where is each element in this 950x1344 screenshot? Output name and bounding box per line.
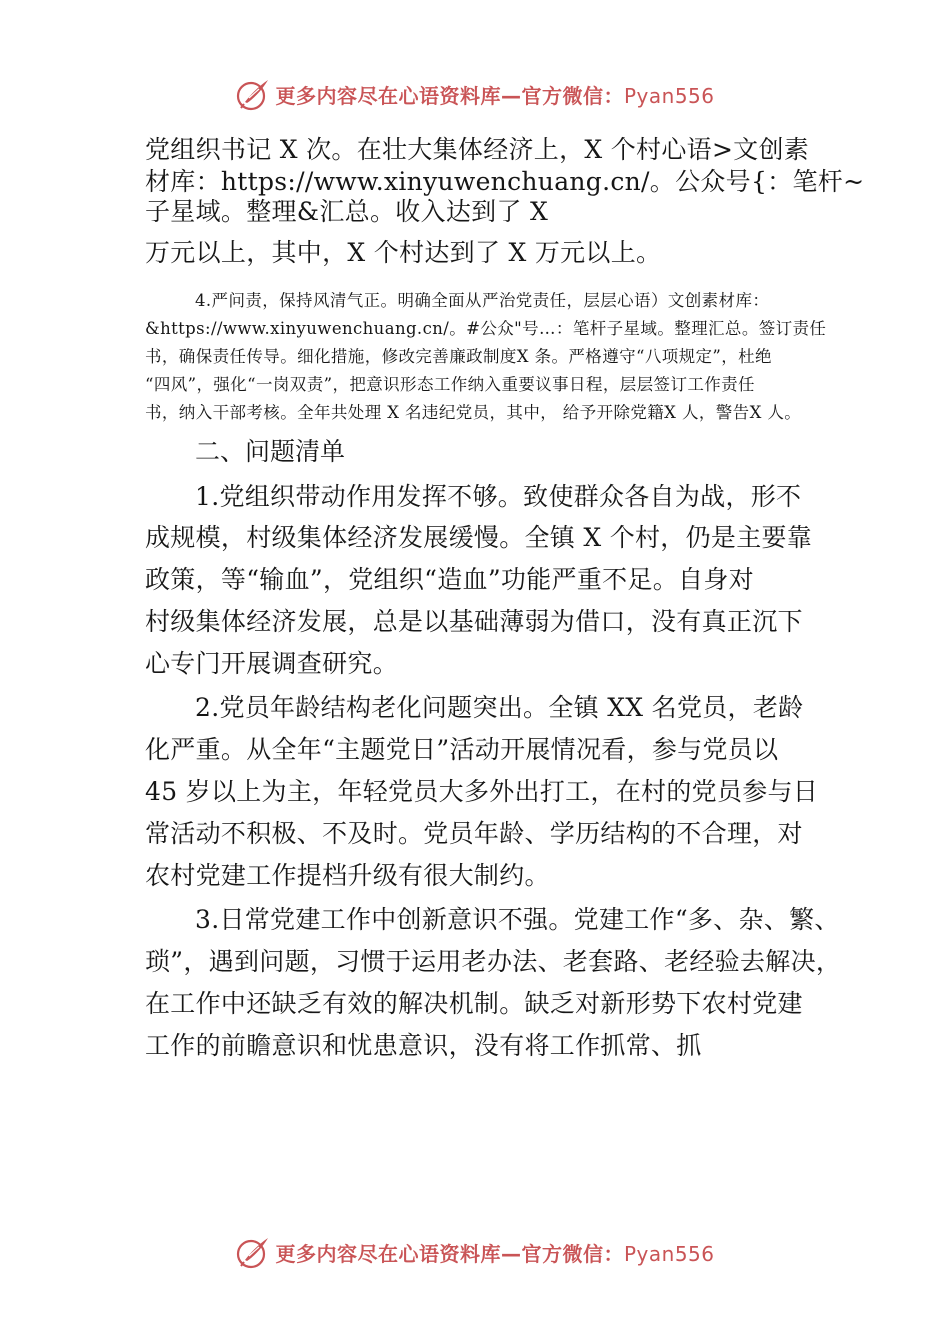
text-line: 琐”，遇到问题，习惯于运用老办法、老套路、老经验去解决， [145, 947, 842, 976]
header-watermark [0, 74, 950, 114]
text-line: 化严重。从全年“主题党日”活动开展情况看，参与党员以 [145, 735, 779, 764]
text-line: 农村党建工作提档升级有很大制约。 [145, 861, 550, 890]
footer-watermark [0, 1232, 950, 1272]
text-line: 在工作中还缺乏有效的解决机制。缺乏对新形势下农村党建 [145, 989, 803, 1018]
text-line: 村级集体经济发展，总是以基础薄弱为借口，没有真正沉下 [145, 607, 803, 636]
text-line: 书，确保责任传导。细化措施，修改完善廉政制度X 条。严格遵守“八项规定”，杜绝 [145, 347, 772, 366]
text-line: 2.党员年龄结构老化问题突出。全镇 XX 名党员，老龄 [195, 693, 804, 722]
text-line: 书，纳入干部考核。全年共处理 X 名违纪党员，其中， 给予开除党籍X 人，警告X 人。 [145, 403, 802, 422]
text-line: 心专门开展调查研究。 [145, 649, 399, 678]
text-line: 45 岁以上为主，年轻党员大多外出打工，在村的党员参与日 [145, 777, 819, 806]
text-line: 4.严问责，保持风清气正。明确全面从严治党责任，层层心语）文创素材库： [195, 291, 770, 310]
text-line: 政策，等“输血”，党组织“造血”功能严重不足。自身对 [145, 565, 754, 594]
text-line: 1.党组织带动作用发挥不够。致使群众各自为战，形不 [195, 482, 802, 511]
text-line: 材库：https://www.xinyuwenchuang.cn/。公众号{：笔杆~ [145, 167, 865, 196]
text-line: 工作的前瞻意识和忧患意识，没有将工作抓常、抓 [145, 1031, 702, 1060]
text-line: 万元以上，其中，X 个村达到了 X 万元以上。 [145, 238, 662, 267]
text-line: 党组织书记 X 次。在壮大集体经济上，X 个村心语>文创素 [145, 135, 810, 164]
text-line: “四风”，强化“一岗双责”，把意识形态工作纳入重要议事日程，层层签订工作责任 [145, 375, 755, 394]
text-line: 3.日常党建工作中创新意识不强。党建工作“多、杂、繁、 [195, 905, 840, 934]
text-line: 常活动不积极、不及时。党员年龄、学历结构的不合理，对 [145, 819, 803, 848]
quill-logo-icon [235, 1234, 271, 1270]
wechat-id: Pyan556 [623, 83, 715, 108]
banner-text: 更多内容尽在心语资料库—官方微信：Pyan556 [275, 1241, 715, 1266]
wechat-id: Pyan556 [623, 1241, 715, 1266]
banner-text: 更多内容尽在心语资料库—官方微信：Pyan556 [275, 83, 715, 108]
text-line: 成规模，村级集体经济发展缓慢。全镇 X 个村，仍是主要靠 [145, 523, 813, 552]
quill-logo-icon [235, 76, 271, 112]
text-line: &https://www.xinyuwenchuang.cn/。#公众"号…：笔杆子星域。整理汇总。签订责任 [145, 319, 827, 338]
text-line: 子星域。整理&汇总。收入达到了 X [145, 197, 549, 226]
section-heading: 二、问题清单 [195, 437, 346, 466]
